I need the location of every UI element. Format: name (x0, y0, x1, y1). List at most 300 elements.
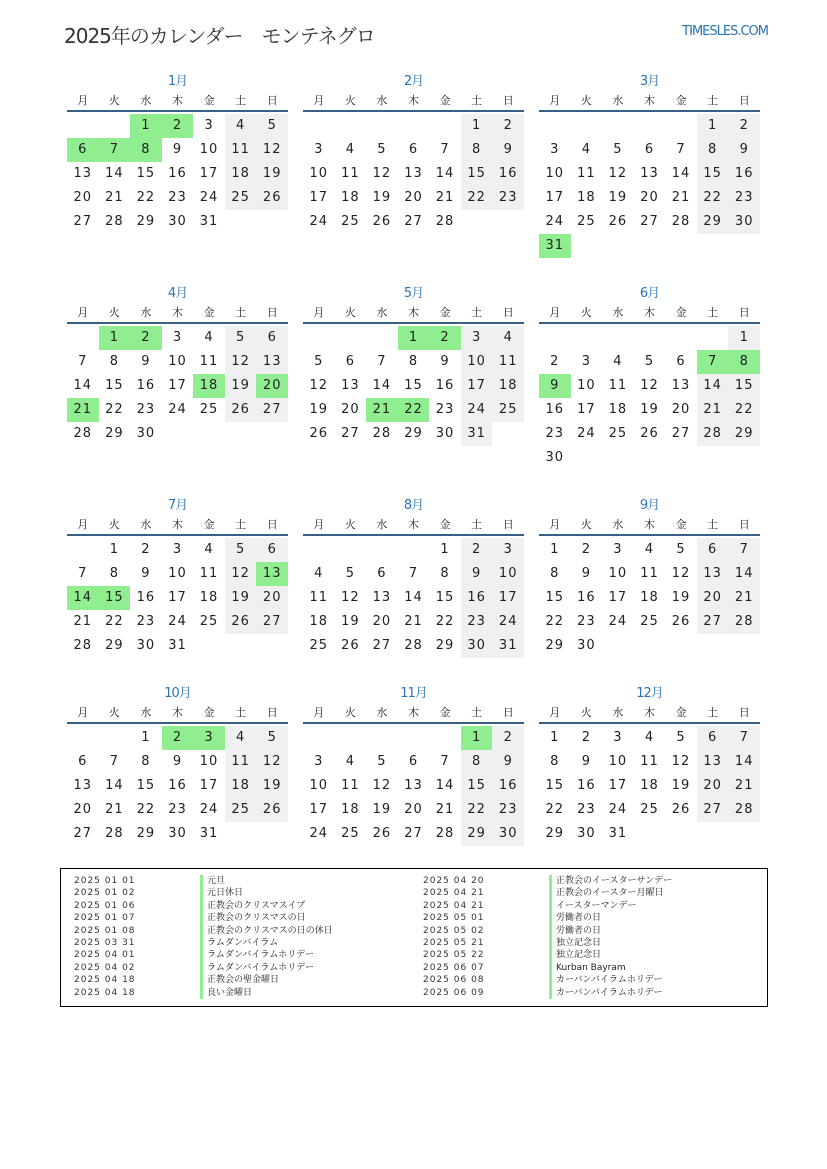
day-cell: 17 (168, 378, 187, 393)
weekday-label: 土 (235, 518, 247, 531)
day-cell: 6 (676, 354, 686, 369)
day-cell: 19 (640, 402, 659, 417)
day-cell: 17 (608, 778, 628, 793)
day-cell: 20 (372, 614, 392, 629)
day-cell: 29 (136, 826, 156, 841)
weekday-label: 日 (738, 518, 750, 531)
weekday-label: 木 (171, 518, 183, 531)
day-cell: 3 (550, 142, 560, 157)
day-cell: 12 (341, 590, 360, 605)
day-cell: 18 (640, 590, 659, 605)
legend-holiday-name: 正教会のクリスマスの日 (200, 912, 306, 924)
day-cell: 18 (199, 590, 219, 605)
empty-cell (67, 326, 99, 350)
weekday-label: 日 (502, 706, 514, 719)
day-cell: 14 (671, 166, 691, 181)
day-cell: 22 (545, 614, 565, 629)
legend-row (423, 912, 672, 924)
weekday-label: 月 (549, 306, 561, 319)
legend-holiday-name: 元旦 (200, 875, 225, 887)
day-cell: 28 (728, 798, 760, 822)
day-cell: 4 (204, 542, 214, 557)
weekday-label: 月 (77, 306, 89, 319)
holiday-day-cell: 8 (728, 350, 760, 374)
day-cell: 10 (309, 166, 329, 181)
weekday-label: 土 (471, 518, 483, 531)
weekday-label: 火 (344, 706, 356, 719)
day-cell: 13 (256, 350, 288, 374)
day-cell: 17 (461, 374, 493, 398)
weekday-label: 金 (203, 518, 215, 531)
day-cell: 10 (492, 562, 524, 586)
day-cell: 26 (671, 802, 691, 817)
day-cell: 4 (644, 730, 655, 745)
day-cell: 4 (581, 142, 591, 157)
day-cell: 9 (440, 354, 450, 369)
month-title: 11月 (400, 686, 427, 701)
weekday-label: 土 (471, 306, 483, 319)
legend-row (74, 875, 333, 887)
weekday-label: 水 (612, 94, 624, 107)
day-cell: 29 (435, 638, 455, 653)
day-cell: 9 (492, 138, 524, 162)
day-cell: 9 (581, 566, 591, 581)
month-calendar (303, 72, 524, 234)
day-cell: 11 (608, 378, 628, 393)
day-cell: 28 (697, 422, 729, 446)
weekday-label: 日 (502, 94, 514, 107)
day-cell: 24 (545, 214, 565, 229)
day-cell: 16 (136, 378, 156, 393)
day-cell: 30 (728, 210, 760, 234)
day-cell: 24 (309, 826, 329, 841)
legend-date: 2025 03 31 (74, 937, 136, 948)
weekday-label: 火 (580, 94, 592, 107)
day-cell: 13 (640, 166, 659, 181)
day-cell: 15 (461, 162, 493, 186)
holiday-day-cell: 7 (697, 350, 729, 374)
day-cell: 22 (105, 614, 124, 629)
holiday-day-cell: 31 (539, 234, 571, 258)
day-cell: 4 (345, 142, 355, 157)
holiday-day-cell: 1 (99, 326, 131, 350)
holiday-legend (60, 868, 768, 1007)
day-cell: 4 (225, 114, 257, 138)
day-cell: 15 (545, 778, 565, 793)
day-cell: 12 (256, 138, 288, 162)
day-grid (303, 538, 524, 658)
day-cell: 27 (256, 398, 288, 422)
day-cell: 3 (492, 538, 524, 562)
day-cell: 1 (550, 730, 560, 745)
day-cell: 5 (676, 542, 686, 557)
day-cell: 27 (697, 798, 729, 822)
day-cell: 28 (728, 610, 760, 634)
weekday-label: 月 (313, 518, 325, 531)
day-cell: 2 (141, 542, 151, 557)
weekday-label: 土 (235, 306, 247, 319)
day-cell: 3 (613, 542, 623, 557)
day-cell: 18 (341, 190, 360, 205)
day-cell: 21 (697, 398, 729, 422)
day-cell: 2 (461, 538, 493, 562)
day-cell: 31 (199, 826, 219, 841)
legend-date: 2025 01 07 (74, 913, 136, 924)
weekday-label: 水 (612, 706, 624, 719)
holiday-day-cell: 2 (429, 326, 461, 350)
day-cell: 19 (372, 802, 392, 817)
empty-cell (366, 726, 398, 750)
month-title: 12月 (636, 686, 663, 701)
day-cell: 12 (671, 566, 691, 581)
legend-date: 2025 05 01 (423, 913, 485, 924)
day-cell: 10 (168, 566, 187, 581)
day-cell: 22 (728, 398, 760, 422)
day-cell: 19 (671, 778, 691, 793)
day-cell: 1 (550, 542, 560, 557)
month-title: 10月 (164, 686, 191, 701)
day-cell: 13 (73, 778, 93, 793)
day-cell: 6 (377, 566, 387, 581)
month-calendar (539, 496, 760, 658)
weekday-label: 金 (675, 94, 687, 107)
weekday-label: 月 (313, 306, 325, 319)
weekday-label: 火 (580, 518, 592, 531)
empty-cell (398, 114, 430, 138)
day-cell: 22 (105, 402, 124, 417)
holiday-day-cell: 21 (366, 398, 398, 422)
day-cell: 15 (404, 378, 423, 393)
day-cell: 30 (492, 822, 524, 846)
day-cell: 3 (204, 118, 214, 133)
weekday-label: 火 (344, 518, 356, 531)
weekday-label: 木 (407, 94, 419, 107)
holiday-day-cell: 22 (398, 398, 430, 422)
day-cell: 11 (640, 754, 659, 769)
site-link[interactable]: TIMESLES.COM (682, 24, 768, 39)
day-cell: 27 (640, 214, 659, 229)
day-cell: 14 (435, 166, 455, 181)
day-cell: 16 (136, 590, 156, 605)
day-grid (539, 726, 760, 846)
holiday-day-cell: 1 (461, 726, 493, 750)
weekday-label: 月 (549, 706, 561, 719)
month-title: 1月 (167, 74, 188, 89)
day-cell: 5 (676, 730, 686, 745)
day-cell: 7 (440, 754, 450, 769)
legend-holiday-name: カーバンバイラムホリデー (549, 987, 663, 999)
day-cell: 14 (372, 378, 392, 393)
day-cell: 22 (461, 798, 493, 822)
month-title: 2月 (403, 74, 424, 89)
day-cell: 23 (168, 190, 187, 205)
day-cell: 2 (728, 114, 760, 138)
day-cell: 16 (461, 586, 493, 610)
day-cell: 14 (404, 590, 423, 605)
day-cell: 3 (314, 754, 324, 769)
day-cell: 3 (461, 326, 493, 350)
month-title: 8月 (403, 498, 424, 513)
empty-cell (366, 114, 398, 138)
legend-row (74, 987, 333, 999)
day-cell: 4 (345, 754, 355, 769)
day-cell: 5 (225, 538, 257, 562)
holiday-day-cell: 13 (256, 562, 288, 586)
day-cell: 24 (199, 802, 219, 817)
day-cell: 22 (435, 614, 455, 629)
weekday-label: 金 (439, 706, 451, 719)
weekday-label: 土 (471, 94, 483, 107)
weekday-header (539, 304, 760, 324)
empty-cell (539, 114, 571, 138)
day-cell: 9 (172, 142, 183, 157)
legend-date: 2025 01 01 (74, 876, 136, 886)
weekday-label: 水 (376, 306, 388, 319)
day-cell: 26 (309, 426, 329, 441)
day-cell: 10 (199, 142, 219, 157)
day-cell: 13 (404, 166, 423, 181)
day-cell: 12 (608, 166, 628, 181)
day-cell: 30 (461, 634, 493, 658)
day-cell: 23 (577, 802, 596, 817)
holiday-day-cell: 15 (99, 586, 131, 610)
weekday-label: 金 (439, 306, 451, 319)
day-cell: 31 (608, 826, 628, 841)
legend-holiday-name: Kurban Bayram (549, 962, 626, 974)
weekday-label: 木 (643, 94, 655, 107)
weekday-label: 水 (140, 94, 152, 107)
day-cell: 6 (256, 538, 288, 562)
empty-cell (398, 538, 430, 562)
day-cell: 23 (728, 186, 760, 210)
day-cell: 5 (377, 142, 387, 157)
legend-date: 2025 06 09 (423, 987, 485, 998)
day-cell: 25 (341, 826, 360, 841)
day-cell: 23 (492, 186, 524, 210)
day-cell: 26 (608, 214, 628, 229)
day-cell: 11 (225, 138, 257, 162)
day-cell: 5 (256, 726, 288, 750)
day-cell: 24 (492, 610, 524, 634)
legend-date: 2025 06 07 (423, 962, 485, 973)
legend-date: 2025 04 20 (423, 876, 485, 886)
day-cell: 11 (199, 354, 219, 369)
day-cell: 9 (141, 566, 151, 581)
day-cell: 25 (225, 798, 257, 822)
day-cell: 16 (577, 590, 596, 605)
empty-cell (366, 538, 398, 562)
day-cell: 31 (199, 214, 219, 229)
day-cell: 14 (697, 374, 729, 398)
day-cell: 8 (697, 138, 729, 162)
day-cell: 23 (435, 402, 455, 417)
day-cell: 15 (136, 166, 156, 181)
day-cell: 8 (440, 566, 450, 581)
legend-holiday-name: 正教会の聖金曜日 (200, 974, 279, 986)
day-cell: 12 (640, 378, 659, 393)
weekday-header (303, 704, 524, 724)
day-cell: 23 (461, 610, 493, 634)
day-cell: 6 (408, 754, 419, 769)
legend-row (74, 949, 333, 961)
weekday-header (303, 92, 524, 112)
day-cell: 19 (256, 162, 288, 186)
legend-row (74, 937, 333, 949)
day-cell: 8 (141, 754, 151, 769)
legend-row (423, 925, 672, 937)
day-cell: 11 (577, 166, 596, 181)
day-cell: 29 (105, 638, 124, 653)
day-cell: 15 (545, 590, 565, 605)
day-cell: 14 (435, 778, 455, 793)
day-cell: 9 (728, 138, 760, 162)
day-cell: 19 (608, 190, 628, 205)
day-cell: 8 (109, 566, 119, 581)
holiday-day-cell: 3 (193, 726, 225, 750)
day-cell: 19 (256, 774, 288, 798)
legend-date: 2025 04 02 (74, 962, 136, 973)
month-calendar (67, 684, 288, 846)
weekday-label: 火 (108, 706, 120, 719)
day-cell: 16 (492, 162, 524, 186)
day-cell: 14 (728, 750, 760, 774)
legend-row (423, 875, 672, 887)
day-cell: 11 (492, 350, 524, 374)
weekday-label: 火 (108, 306, 120, 319)
weekday-label: 木 (407, 706, 419, 719)
day-cell: 24 (168, 402, 187, 417)
legend-row (74, 962, 333, 974)
legend-date: 2025 05 22 (423, 950, 485, 961)
weekday-header (303, 516, 524, 536)
page-title: 2025年のカレンダー モンテネグロ (64, 24, 375, 48)
legend-row (74, 900, 333, 912)
day-cell: 28 (73, 638, 93, 653)
legend-holiday-name: 正教会のイースターサンデー (549, 875, 672, 887)
legend-holiday-name: 独立記念日 (549, 937, 601, 949)
empty-cell (571, 326, 603, 350)
day-cell: 27 (404, 826, 423, 841)
day-cell: 12 (309, 378, 329, 393)
day-cell: 24 (608, 614, 628, 629)
empty-cell (539, 326, 571, 350)
weekday-label: 金 (675, 306, 687, 319)
day-cell: 4 (613, 354, 623, 369)
day-cell: 12 (671, 754, 691, 769)
day-cell: 20 (640, 190, 659, 205)
month-calendar (539, 684, 760, 846)
weekday-label: 金 (675, 706, 687, 719)
day-cell: 22 (461, 186, 493, 210)
legend-row (423, 937, 672, 949)
weekday-label: 日 (266, 306, 278, 319)
weekday-label: 日 (266, 518, 278, 531)
day-cell: 15 (136, 778, 156, 793)
day-cell: 21 (404, 614, 423, 629)
day-cell: 20 (341, 402, 360, 417)
day-cell: 31 (492, 634, 524, 658)
day-cell: 29 (404, 426, 423, 441)
day-cell: 29 (461, 822, 493, 846)
empty-cell (99, 114, 131, 138)
day-cell: 16 (435, 378, 455, 393)
day-cell: 1 (697, 114, 729, 138)
day-cell: 6 (408, 142, 419, 157)
day-cell: 17 (168, 590, 187, 605)
weekday-label: 木 (171, 306, 183, 319)
day-cell: 17 (545, 190, 565, 205)
day-cell: 31 (168, 638, 187, 653)
day-cell: 12 (225, 562, 257, 586)
weekday-label: 金 (439, 518, 451, 531)
weekday-label: 木 (171, 706, 183, 719)
empty-cell (634, 114, 666, 138)
day-cell: 26 (256, 798, 288, 822)
day-cell: 6 (697, 538, 729, 562)
weekday-header (67, 92, 288, 112)
day-cell: 10 (608, 754, 628, 769)
holiday-day-cell: 14 (67, 586, 99, 610)
day-cell: 17 (492, 586, 524, 610)
weekday-label: 火 (580, 306, 592, 319)
day-cell: 27 (256, 610, 288, 634)
day-cell: 24 (608, 802, 628, 817)
empty-cell (303, 114, 335, 138)
legend-date: 2025 06 08 (423, 975, 485, 986)
weekday-label: 日 (502, 518, 514, 531)
day-cell: 7 (728, 538, 760, 562)
day-cell: 1 (440, 542, 450, 557)
day-cell: 20 (671, 402, 691, 417)
day-cell: 2 (581, 730, 591, 745)
day-grid (539, 538, 760, 658)
day-cell: 2 (550, 354, 560, 369)
day-cell: 27 (73, 826, 93, 841)
day-cell: 18 (309, 614, 329, 629)
day-grid (67, 726, 288, 846)
day-cell: 16 (577, 778, 596, 793)
day-cell: 24 (577, 426, 596, 441)
weekday-label: 木 (407, 518, 419, 531)
day-cell: 13 (697, 562, 729, 586)
day-grid (539, 114, 760, 258)
holiday-day-cell: 18 (193, 374, 225, 398)
weekday-label: 土 (235, 94, 247, 107)
weekday-label: 水 (376, 94, 388, 107)
holiday-day-cell: 1 (130, 114, 162, 138)
weekday-header (539, 92, 760, 112)
holiday-day-cell: 6 (67, 138, 99, 162)
day-cell: 30 (168, 214, 187, 229)
empty-cell (335, 326, 367, 350)
month-title: 5月 (403, 286, 424, 301)
legend-holiday-name: 元日休日 (200, 887, 243, 899)
day-cell: 18 (608, 402, 628, 417)
holiday-day-cell: 21 (67, 398, 99, 422)
day-cell: 29 (105, 426, 124, 441)
day-cell: 10 (199, 754, 219, 769)
day-cell: 15 (435, 590, 455, 605)
day-cell: 25 (608, 426, 628, 441)
day-cell: 28 (435, 826, 455, 841)
day-cell: 16 (168, 166, 187, 181)
day-cell: 21 (728, 586, 760, 610)
month-calendar (303, 496, 524, 658)
day-cell: 8 (461, 138, 493, 162)
legend-row (74, 974, 333, 986)
day-cell: 16 (492, 774, 524, 798)
day-cell: 1 (109, 542, 119, 557)
